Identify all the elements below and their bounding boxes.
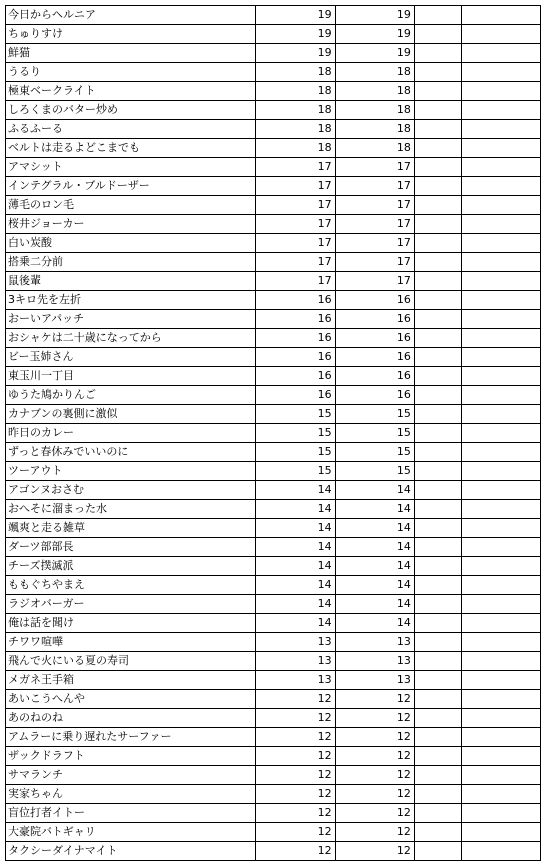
value-cell-a[interactable]: 14 <box>256 500 335 519</box>
value-cell-b[interactable]: 17 <box>335 196 414 215</box>
name-cell[interactable]: しろくまのバター炒め <box>6 101 256 120</box>
empty-cell[interactable] <box>462 747 541 766</box>
empty-cell[interactable] <box>462 272 541 291</box>
empty-cell[interactable] <box>462 690 541 709</box>
table-row <box>6 823 541 842</box>
table-row <box>6 196 541 215</box>
value-cell-b[interactable]: 17 <box>335 253 414 272</box>
empty-cell[interactable] <box>414 690 461 709</box>
empty-cell[interactable] <box>462 557 541 576</box>
value-cell-b[interactable]: 19 <box>335 44 414 63</box>
value-cell-b[interactable]: 14 <box>335 538 414 557</box>
table-row <box>6 215 541 234</box>
value-cell-b[interactable]: 17 <box>335 177 414 196</box>
empty-cell[interactable] <box>462 652 541 671</box>
name-cell[interactable]: あいこうへんや <box>6 690 256 709</box>
value-cell-a[interactable]: 12 <box>256 747 335 766</box>
name-cell[interactable]: ラジオバーガー <box>6 595 256 614</box>
empty-cell[interactable] <box>414 25 461 44</box>
table-row <box>6 500 541 519</box>
empty-cell[interactable] <box>414 785 461 804</box>
value-cell-b[interactable]: 17 <box>335 215 414 234</box>
value-cell-a[interactable]: 14 <box>256 614 335 633</box>
value-cell-a[interactable]: 18 <box>256 120 335 139</box>
empty-cell[interactable] <box>414 462 461 481</box>
empty-cell[interactable] <box>462 310 541 329</box>
value-cell-b[interactable]: 14 <box>335 519 414 538</box>
empty-cell[interactable] <box>414 253 461 272</box>
value-cell-a[interactable]: 16 <box>256 367 335 386</box>
name-cell[interactable]: 白い炭酸 <box>6 234 256 253</box>
value-cell-b[interactable]: 12 <box>335 728 414 747</box>
empty-cell[interactable] <box>414 63 461 82</box>
empty-cell[interactable] <box>414 823 461 842</box>
empty-cell[interactable] <box>462 785 541 804</box>
table-row <box>6 595 541 614</box>
empty-cell[interactable] <box>462 386 541 405</box>
value-cell-a[interactable]: 17 <box>256 177 335 196</box>
empty-cell[interactable] <box>462 576 541 595</box>
value-cell-b[interactable]: 15 <box>335 443 414 462</box>
value-cell-b[interactable]: 18 <box>335 63 414 82</box>
table-row <box>6 367 541 386</box>
table-row <box>6 63 541 82</box>
empty-cell[interactable] <box>462 158 541 177</box>
table-row <box>6 405 541 424</box>
empty-cell[interactable] <box>462 291 541 310</box>
table-row <box>6 614 541 633</box>
value-cell-a[interactable]: 14 <box>256 481 335 500</box>
name-cell[interactable]: 颯爽と走る雑草 <box>6 519 256 538</box>
table-row <box>6 44 541 63</box>
value-cell-a[interactable]: 13 <box>256 633 335 652</box>
name-cell[interactable]: チーズ撲滅派 <box>6 557 256 576</box>
name-cell[interactable]: 飛んで火にいる夏の寿司 <box>6 652 256 671</box>
value-cell-a[interactable]: 12 <box>256 728 335 747</box>
empty-cell[interactable] <box>414 386 461 405</box>
value-cell-b[interactable]: 14 <box>335 557 414 576</box>
value-cell-b[interactable]: 16 <box>335 348 414 367</box>
empty-cell[interactable] <box>414 728 461 747</box>
name-cell[interactable]: 俺は話を聞け <box>6 614 256 633</box>
name-cell[interactable]: メガネ王手箱 <box>6 671 256 690</box>
empty-cell[interactable] <box>414 234 461 253</box>
empty-cell[interactable] <box>462 823 541 842</box>
table-row <box>6 25 541 44</box>
empty-cell[interactable] <box>414 519 461 538</box>
value-cell-b[interactable]: 12 <box>335 804 414 823</box>
table-row <box>6 652 541 671</box>
value-cell-a[interactable]: 12 <box>256 709 335 728</box>
empty-cell[interactable] <box>462 44 541 63</box>
name-cell[interactable]: 鼠後輩 <box>6 272 256 291</box>
value-cell-a[interactable]: 15 <box>256 443 335 462</box>
empty-cell[interactable] <box>414 557 461 576</box>
table-row <box>6 139 541 158</box>
value-cell-a[interactable]: 18 <box>256 82 335 101</box>
name-cell[interactable]: アゴンヌおさむ <box>6 481 256 500</box>
table-row <box>6 424 541 443</box>
empty-cell[interactable] <box>462 120 541 139</box>
empty-cell[interactable] <box>462 804 541 823</box>
empty-cell[interactable] <box>462 842 541 861</box>
name-cell[interactable]: 3キロ先を左折 <box>6 291 256 310</box>
empty-cell[interactable] <box>414 842 461 861</box>
name-cell[interactable]: サマランチ <box>6 766 256 785</box>
name-cell[interactable]: カナブンの裏側に激似 <box>6 405 256 424</box>
value-cell-b[interactable]: 16 <box>335 329 414 348</box>
empty-cell[interactable] <box>414 481 461 500</box>
table-row <box>6 310 541 329</box>
value-cell-b[interactable]: 16 <box>335 367 414 386</box>
empty-cell[interactable] <box>414 766 461 785</box>
empty-cell[interactable] <box>462 462 541 481</box>
table-row <box>6 576 541 595</box>
value-cell-a[interactable]: 12 <box>256 823 335 842</box>
empty-cell[interactable] <box>414 595 461 614</box>
value-cell-b[interactable]: 12 <box>335 709 414 728</box>
value-cell-a[interactable]: 14 <box>256 576 335 595</box>
table-row <box>6 804 541 823</box>
empty-cell[interactable] <box>462 101 541 120</box>
name-cell[interactable]: ももぐちやまえ <box>6 576 256 595</box>
empty-cell[interactable] <box>462 405 541 424</box>
name-cell[interactable]: 実家ちゃん <box>6 785 256 804</box>
empty-cell[interactable] <box>462 671 541 690</box>
value-cell-b[interactable]: 16 <box>335 310 414 329</box>
empty-cell[interactable] <box>462 6 541 25</box>
empty-cell[interactable] <box>462 139 541 158</box>
value-cell-b[interactable]: 18 <box>335 120 414 139</box>
value-cell-b[interactable]: 17 <box>335 234 414 253</box>
name-cell[interactable]: おへそに溜まった水 <box>6 500 256 519</box>
empty-cell[interactable] <box>462 595 541 614</box>
value-cell-b[interactable]: 18 <box>335 82 414 101</box>
empty-cell[interactable] <box>414 443 461 462</box>
table-row <box>6 120 541 139</box>
name-cell[interactable]: うるり <box>6 63 256 82</box>
empty-cell[interactable] <box>462 766 541 785</box>
table-row <box>6 462 541 481</box>
value-cell-a[interactable]: 15 <box>256 405 335 424</box>
value-cell-a[interactable]: 14 <box>256 595 335 614</box>
empty-cell[interactable] <box>462 633 541 652</box>
value-cell-a[interactable]: 16 <box>256 348 335 367</box>
value-cell-a[interactable]: 12 <box>256 766 335 785</box>
empty-cell[interactable] <box>414 158 461 177</box>
name-cell[interactable]: 東玉川一丁目 <box>6 367 256 386</box>
table-row <box>6 785 541 804</box>
name-cell[interactable]: インテグラル・ブルドーザー <box>6 177 256 196</box>
name-cell[interactable]: おーいアパッチ <box>6 310 256 329</box>
value-cell-a[interactable]: 18 <box>256 139 335 158</box>
value-cell-b[interactable]: 18 <box>335 139 414 158</box>
table-row <box>6 557 541 576</box>
value-cell-b[interactable]: 12 <box>335 785 414 804</box>
table-row <box>6 291 541 310</box>
value-cell-b[interactable]: 12 <box>335 747 414 766</box>
empty-cell[interactable] <box>462 424 541 443</box>
empty-cell[interactable] <box>414 82 461 101</box>
empty-cell[interactable] <box>414 272 461 291</box>
value-cell-a[interactable]: 12 <box>256 785 335 804</box>
name-cell[interactable]: 今日からヘルニア <box>6 6 256 25</box>
empty-cell[interactable] <box>414 709 461 728</box>
value-cell-b[interactable]: 12 <box>335 690 414 709</box>
name-cell[interactable]: 昨日のカレー <box>6 424 256 443</box>
value-cell-b[interactable]: 14 <box>335 595 414 614</box>
name-cell[interactable]: ダーツ部部長 <box>6 538 256 557</box>
empty-cell[interactable] <box>414 101 461 120</box>
value-cell-b[interactable]: 17 <box>335 158 414 177</box>
name-cell[interactable]: 大豪院バトギャリ <box>6 823 256 842</box>
empty-cell[interactable] <box>414 633 461 652</box>
empty-cell[interactable] <box>462 709 541 728</box>
spreadsheet-table <box>5 5 541 861</box>
table-row <box>6 633 541 652</box>
value-cell-b[interactable]: 14 <box>335 500 414 519</box>
value-cell-b[interactable]: 16 <box>335 291 414 310</box>
table-body <box>6 6 541 861</box>
value-cell-a[interactable]: 14 <box>256 538 335 557</box>
empty-cell[interactable] <box>414 291 461 310</box>
table-row <box>6 101 541 120</box>
value-cell-a[interactable]: 17 <box>256 158 335 177</box>
table-row <box>6 6 541 25</box>
table-row <box>6 747 541 766</box>
empty-cell[interactable] <box>414 329 461 348</box>
value-cell-a[interactable]: 18 <box>256 63 335 82</box>
empty-cell[interactable] <box>462 177 541 196</box>
table-row <box>6 234 541 253</box>
value-cell-b[interactable]: 13 <box>335 633 414 652</box>
value-cell-a[interactable]: 12 <box>256 804 335 823</box>
value-cell-b[interactable]: 19 <box>335 25 414 44</box>
value-cell-a[interactable]: 19 <box>256 44 335 63</box>
name-cell[interactable]: アマシット <box>6 158 256 177</box>
value-cell-b[interactable]: 15 <box>335 424 414 443</box>
table-row <box>6 728 541 747</box>
value-cell-a[interactable]: 17 <box>256 234 335 253</box>
table-row <box>6 329 541 348</box>
empty-cell[interactable] <box>414 177 461 196</box>
name-cell[interactable]: 盲位打者イトー <box>6 804 256 823</box>
empty-cell[interactable] <box>462 348 541 367</box>
table-row <box>6 690 541 709</box>
empty-cell[interactable] <box>414 671 461 690</box>
value-cell-a[interactable]: 18 <box>256 101 335 120</box>
value-cell-a[interactable]: 16 <box>256 291 335 310</box>
name-cell[interactable]: タクシーダイナマイト <box>6 842 256 861</box>
table-row <box>6 272 541 291</box>
name-cell[interactable]: あのねのね <box>6 709 256 728</box>
empty-cell[interactable] <box>414 44 461 63</box>
empty-cell[interactable] <box>414 652 461 671</box>
empty-cell[interactable] <box>414 6 461 25</box>
value-cell-b[interactable]: 15 <box>335 462 414 481</box>
table-row <box>6 348 541 367</box>
empty-cell[interactable] <box>462 215 541 234</box>
empty-cell[interactable] <box>414 405 461 424</box>
value-cell-a[interactable]: 15 <box>256 462 335 481</box>
value-cell-b[interactable]: 14 <box>335 481 414 500</box>
value-cell-a[interactable]: 13 <box>256 671 335 690</box>
value-cell-a[interactable]: 19 <box>256 25 335 44</box>
name-cell[interactable]: ツーアウト <box>6 462 256 481</box>
empty-cell[interactable] <box>462 329 541 348</box>
value-cell-a[interactable]: 17 <box>256 253 335 272</box>
table-row <box>6 177 541 196</box>
name-cell[interactable]: 極東ベークライト <box>6 82 256 101</box>
value-cell-b[interactable]: 14 <box>335 576 414 595</box>
table-row <box>6 709 541 728</box>
value-cell-b[interactable]: 13 <box>335 671 414 690</box>
empty-cell[interactable] <box>462 481 541 500</box>
name-cell[interactable]: 桜井ジョーカー <box>6 215 256 234</box>
value-cell-a[interactable]: 17 <box>256 272 335 291</box>
empty-cell[interactable] <box>414 196 461 215</box>
empty-cell[interactable] <box>414 348 461 367</box>
empty-cell[interactable] <box>462 234 541 253</box>
value-cell-a[interactable]: 16 <box>256 386 335 405</box>
empty-cell[interactable] <box>462 367 541 386</box>
name-cell[interactable]: ずっと春休みでいいのに <box>6 443 256 462</box>
value-cell-a[interactable]: 16 <box>256 329 335 348</box>
empty-cell[interactable] <box>462 63 541 82</box>
empty-cell[interactable] <box>414 424 461 443</box>
empty-cell[interactable] <box>462 500 541 519</box>
value-cell-a[interactable]: 14 <box>256 557 335 576</box>
table-row <box>6 481 541 500</box>
value-cell-a[interactable]: 12 <box>256 690 335 709</box>
empty-cell[interactable] <box>414 139 461 158</box>
empty-cell[interactable] <box>462 443 541 462</box>
name-cell[interactable]: ザックドラフト <box>6 747 256 766</box>
name-cell[interactable]: 薄毛のロン毛 <box>6 196 256 215</box>
value-cell-a[interactable]: 15 <box>256 424 335 443</box>
name-cell[interactable]: ふるふーる <box>6 120 256 139</box>
value-cell-a[interactable]: 17 <box>256 196 335 215</box>
value-cell-b[interactable]: 17 <box>335 272 414 291</box>
empty-cell[interactable] <box>414 310 461 329</box>
value-cell-a[interactable]: 13 <box>256 652 335 671</box>
empty-cell[interactable] <box>462 196 541 215</box>
empty-cell[interactable] <box>414 500 461 519</box>
table-row <box>6 538 541 557</box>
value-cell-b[interactable]: 12 <box>335 842 414 861</box>
empty-cell[interactable] <box>414 215 461 234</box>
name-cell[interactable]: 搭乗二分前 <box>6 253 256 272</box>
table-row <box>6 82 541 101</box>
value-cell-b[interactable]: 14 <box>335 614 414 633</box>
value-cell-b[interactable]: 16 <box>335 386 414 405</box>
empty-cell[interactable] <box>462 728 541 747</box>
value-cell-b[interactable]: 12 <box>335 823 414 842</box>
empty-cell[interactable] <box>462 538 541 557</box>
table-row <box>6 158 541 177</box>
table-row <box>6 842 541 861</box>
empty-cell[interactable] <box>414 804 461 823</box>
empty-cell[interactable] <box>414 120 461 139</box>
name-cell[interactable]: チワワ喧嘩 <box>6 633 256 652</box>
empty-cell[interactable] <box>414 747 461 766</box>
value-cell-a[interactable]: 16 <box>256 310 335 329</box>
empty-cell[interactable] <box>414 367 461 386</box>
name-cell[interactable]: ビー玉姉さん <box>6 348 256 367</box>
name-cell[interactable]: おシャケは二十歳になってから <box>6 329 256 348</box>
name-cell[interactable]: ゆうた鳩かりんご <box>6 386 256 405</box>
table-row <box>6 671 541 690</box>
value-cell-b[interactable]: 13 <box>335 652 414 671</box>
table-row <box>6 519 541 538</box>
value-cell-b[interactable]: 18 <box>335 101 414 120</box>
table-row <box>6 253 541 272</box>
name-cell[interactable]: ちゅりすけ <box>6 25 256 44</box>
value-cell-a[interactable]: 14 <box>256 519 335 538</box>
empty-cell[interactable] <box>462 82 541 101</box>
value-cell-a[interactable]: 12 <box>256 842 335 861</box>
name-cell[interactable]: 鮮猫 <box>6 44 256 63</box>
empty-cell[interactable] <box>414 614 461 633</box>
table-row <box>6 443 541 462</box>
empty-cell[interactable] <box>462 253 541 272</box>
value-cell-a[interactable]: 19 <box>256 6 335 25</box>
value-cell-b[interactable]: 19 <box>335 6 414 25</box>
value-cell-b[interactable]: 15 <box>335 405 414 424</box>
table-row <box>6 766 541 785</box>
empty-cell[interactable] <box>462 614 541 633</box>
table-row <box>6 386 541 405</box>
empty-cell[interactable] <box>414 538 461 557</box>
name-cell[interactable]: ベルトは走るよどこまでも <box>6 139 256 158</box>
name-cell[interactable]: アムラーに乗り遅れたサーファー <box>6 728 256 747</box>
value-cell-b[interactable]: 12 <box>335 766 414 785</box>
value-cell-a[interactable]: 17 <box>256 215 335 234</box>
empty-cell[interactable] <box>462 519 541 538</box>
empty-cell[interactable] <box>414 576 461 595</box>
empty-cell[interactable] <box>462 25 541 44</box>
